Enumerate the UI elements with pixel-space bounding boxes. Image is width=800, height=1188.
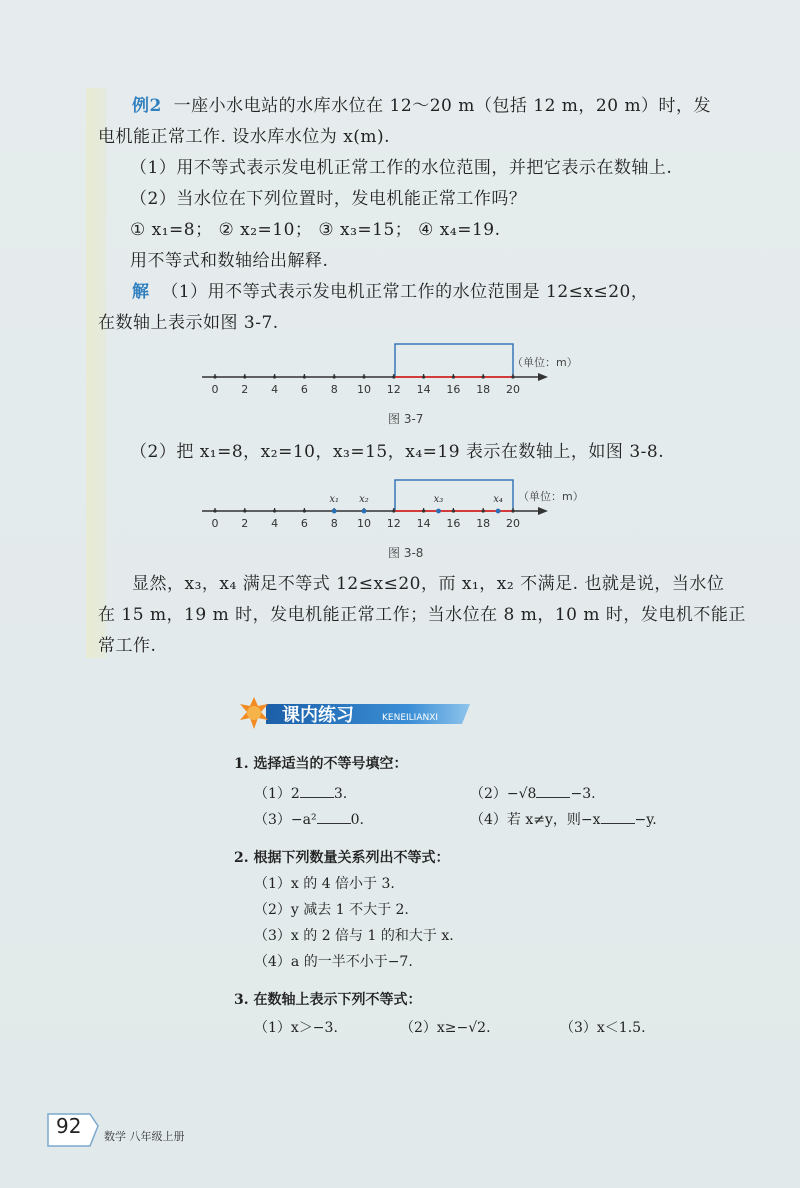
tick-label: 20 [506,517,520,530]
exercise-3-item: （3）x＜1.5. [560,1020,646,1036]
example-label: 例2 [132,96,162,116]
exercise-1-c: （3）−a² 0. [254,812,364,828]
point-marker [496,509,501,514]
practice-title: 课内练习 [282,705,354,726]
water-level-options: ① x₁=8； ② x₂=10； ③ x₃=15； ④ x₄=19. [130,220,501,240]
tick-dot [303,509,306,512]
tick-dot [243,375,246,378]
tick-label: 4 [271,383,279,396]
page-footer [46,1112,185,1152]
axis-arrow-icon [538,373,548,381]
practice-subtitle: KENEILIANXI [382,713,439,723]
tick-label: 12 [386,517,401,530]
conclusion-line2: 在 15 m，19 m 时，发电机能正常工作；当水位在 8 m，10 m 时，发电机不能正 [98,605,746,625]
tick-dot [213,375,216,378]
tick-dot [243,509,246,512]
tick-dot [482,509,485,512]
tick-label: 16 [446,517,461,530]
conclusion-line3: 常工作. [98,636,157,656]
point-label: x₁ [329,494,340,505]
exercise-2-item: （2）y 减去 1 不大于 2. [254,902,409,918]
exercise-2-item: （3）x 的 2 倍与 1 的和大于 x. [254,928,454,944]
number-line-3-7 [190,340,610,404]
figure-caption-3-7: 图 3-7 [388,412,424,426]
tick-label: 18 [476,517,491,530]
tick-dot [392,509,395,512]
book-title: 数学 八年级上册 [104,1130,185,1143]
exercise-2-item: （4）a 的一半不小于−7. [254,954,413,970]
tick-label: 4 [271,517,279,530]
range-box [395,344,513,377]
exercise-1-b: （2）−√8 −3. [470,786,596,802]
point-label: x₃ [433,494,444,505]
unit-label: （单位：m） [512,356,578,369]
solution-line2: 在数轴上表示如图 3-7. [98,313,279,333]
exercise-2-title: 2. 根据下列数量关系列出不等式： [234,850,450,866]
figure-caption-3-8: 图 3-8 [388,546,424,560]
tick-label: 14 [416,383,431,396]
tick-dot [511,509,514,512]
tick-dot [362,375,365,378]
tick-label: 10 [357,383,371,396]
solution-label: 解 [132,282,150,302]
question-2: （2）当水位在下列位置时，发电机能正常工作吗？ [130,189,527,209]
tick-label: 6 [300,517,308,530]
axis-arrow-icon [538,507,548,515]
tick-dot [482,375,485,378]
tick-label: 8 [330,517,338,530]
page-number: 92 [56,1114,82,1138]
tick-label: 2 [241,517,249,530]
exercise-1-d: （4）若 x≠y，则−x −y. [470,812,657,828]
tick-dot [422,509,425,512]
tick-label: 2 [241,383,249,396]
point-marker [362,509,367,514]
tick-dot [511,375,514,378]
exercise-3-item: （1）x＞−3. [254,1020,338,1036]
exercise-3-item: （2）x≥−√2. [400,1020,491,1036]
tick-label: 10 [357,517,371,530]
exercise-1-title: 1. 选择适当的不等号填空： [234,756,408,772]
question-1: （1）用不等式表示发电机正常工作的水位范围，并把它表示在数轴上. [130,158,673,178]
tick-dot [303,375,306,378]
tick-dot [213,509,216,512]
tick-dot [392,375,395,378]
tick-label: 12 [386,383,401,396]
point-label: x₄ [493,494,503,505]
tick-label: 14 [416,517,431,530]
tick-label: 16 [446,383,461,396]
solution-line1: 解 （1）用不等式表示发电机正常工作的水位范围是 12≤x≤20， [132,282,649,302]
answer-blank [317,823,351,824]
tick-dot [273,375,276,378]
practice-banner [236,696,476,732]
tick-dot [422,375,425,378]
answer-blank [601,823,635,824]
margin-highlight [86,88,106,658]
conclusion-line1: 显然，x₃，x₄ 满足不等式 12≤x≤20，而 x₁，x₂ 不满足. 也就是说，当水位 [132,574,725,594]
tick-label: 20 [506,383,520,396]
tick-label: 8 [330,383,338,396]
instruction: 用不等式和数轴给出解释. [130,251,329,271]
tick-dot [273,509,276,512]
number-line-3-8 [190,474,610,538]
star-burst-icon [240,697,268,729]
exercise-2-item: （1）x 的 4 倍小于 3. [254,876,395,892]
exercise-1-a: （1）2 3. [254,786,348,802]
solution-part2: （2）把 x₁=8，x₂=10，x₃=15，x₄=19 表示在数轴上，如图 3-8. [130,442,665,462]
tick-dot [333,375,336,378]
example-line2: 电机能正常工作. 设水库水位为 x(m). [98,127,391,147]
example-line1: 例2 一座小水电站的水库水位在 12～20 m（包括 12 m，20 m）时，发 [132,96,712,116]
point-marker [332,509,337,514]
tick-label: 0 [211,383,219,396]
point-label: x₂ [359,494,369,505]
tick-label: 6 [300,383,308,396]
tick-dot [452,509,455,512]
point-marker [436,509,441,514]
exercise-3-title: 3. 在数轴上表示下列不等式： [234,992,422,1008]
tick-dot [452,375,455,378]
unit-label: （单位：m） [518,490,584,503]
answer-blank [536,797,570,798]
answer-blank [300,797,334,798]
tick-label: 0 [211,517,219,530]
tick-label: 18 [476,383,491,396]
